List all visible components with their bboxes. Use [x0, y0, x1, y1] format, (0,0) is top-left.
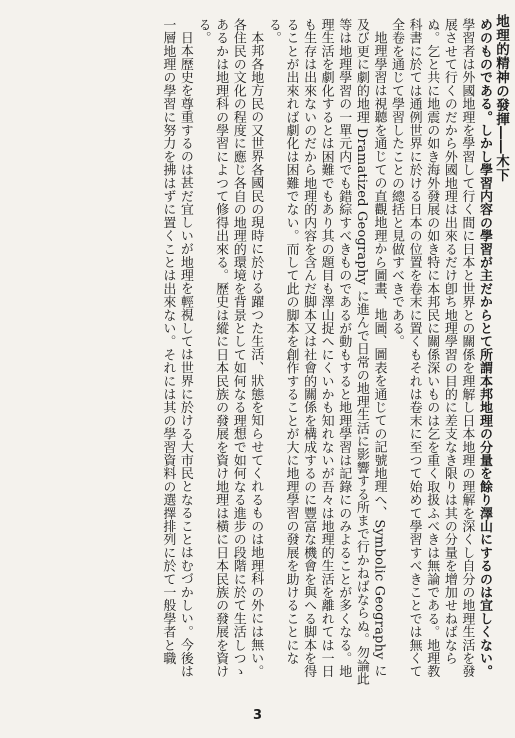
- paragraph-text: 學習者は外國地理を學習して行く間に日本と世界との關係を理解し日本地理の理解を深くし自分の地理生活を發展させて行くのだから外國地理は出來るだけ卽ち地理學習の目的に差支なき限りは其の分量を增加せねばならぬ。乞と共に地震の如き海外發展の如き特に本邦民に關係深いものは乞を重く取扱ふべきは無論である。地理教科書に於ては通例世界に於ける日本の位置を卷末に置くもそれは卷末に至つて始めて學習すべきことでは無くて全卷を通じて學習したことの總括と見做すべきである。: [389, 18, 475, 678]
- paragraph-4: [159, 18, 194, 688]
- paragraph-2: [264, 18, 387, 688]
- paragraph-text: 日本歷史を尊重するのは甚だ宜しいが地理を輕視しては世界に於ける大市民となることはむづかしい。今後は一層地理の學習に努力を拂はずに置くことは出來ない。それには其の學習資料の選擇排列に於て一般學者と職: [160, 18, 193, 678]
- paragraph-1: [387, 18, 493, 688]
- paragraph-text: 本邦各地方民の又世界各國民の現時に於ける躍つた生活、狀態を知らせてくれるものは地理科の外には無い。各住民の文化の程度に應じ各自の地理的環境を背景として如何なる理想で如何なる進步の段階に於て生活しつゝあるかは地理科の學習によつて修得出來る。歷史は縱に日本民族の發展を資け地理は橫に日本民族の發展を資ける。: [195, 18, 264, 678]
- running-header: 地理的精神の發揮――木下: [493, 14, 509, 182]
- page-number: 3: [252, 708, 263, 723]
- paragraph-text: 地理學習は視聽を通じての直觀地理から圖畫、地圖、圖表を通じての記號地理へ、Symbolic Geography に及び更に劇的地理 Dramatized Geography に進んで日常の地理生活に影響する所まで行かねばならぬ。勿論此等は地理學習の一單元内でも錯綜すべきものであるが動もすると地理學習は記錄にのみよることが多くなる。地理生活を劇化するとは困難でもあり其の題目も澤山捉へにくいかも知れないが吾々は地理的生活を離れては一日も生存は出來ないのだから地理的内容を含んだ脚本又は社會的關係を構成するのに豐富な機會を與へる脚本を得ることが出來れば劇化は困難でない。而して此の脚本を創作することが大に地理學習の發展を助けることになる。: [265, 18, 387, 686]
- paragraph-3: [194, 18, 264, 688]
- body-text: [15, 18, 493, 688]
- emphasized-text: めのものである。しかし學習内容の學習が主だからとて所謂本邦地理の分量を餘り澤山にするのは宜しくない。: [477, 18, 492, 678]
